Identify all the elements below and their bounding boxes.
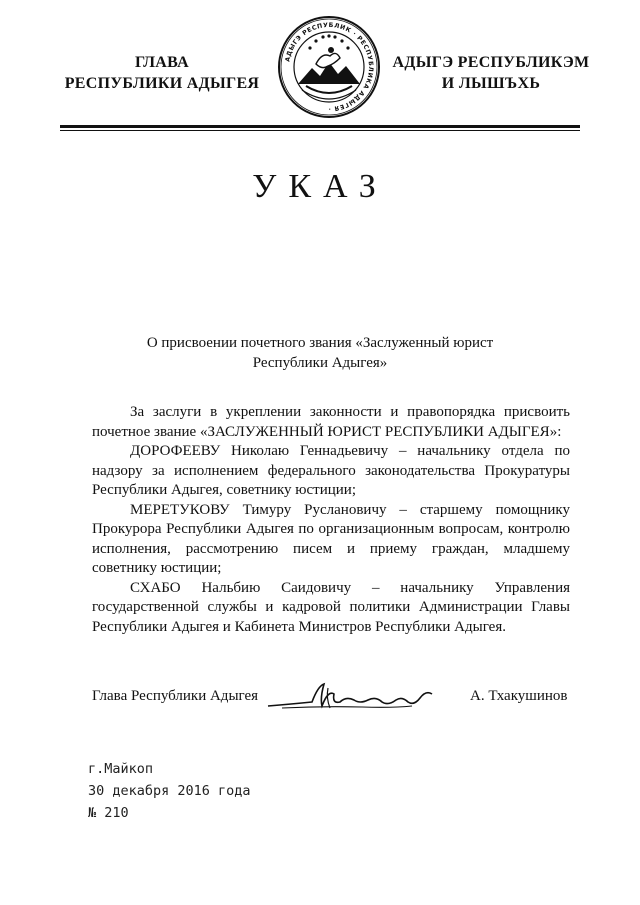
- body-item-2: МЕРЕТУКОВУ Тимуру Руслановичу – старшему помощнику Прокурора Республики Адыгея по организационным вопросам, контролю исполнения, рассмотрению писем и приему граждан, младшему советнику юстиции;: [92, 501, 570, 576]
- header-right-line2: И ЛЫШЪХЬ: [441, 75, 541, 92]
- header-left-line1: ГЛАВА: [135, 54, 189, 71]
- header-divider-thick: [60, 125, 580, 128]
- svg-text:АДЫГЭ РЕСПУБЛИК · РЕСПУБЛИКА А: АДЫГЭ РЕСПУБЛИК · РЕСПУБЛИКА АДЫГЕЯ ·: [284, 21, 375, 113]
- header-right-line1: АДЫГЭ РЕСПУБЛИКЭМ: [392, 54, 590, 71]
- subject-line1: О присвоении почетного звания «Заслуженный юрист: [146, 335, 494, 351]
- header-left-line2: РЕСПУБЛИКИ АДЫГЕЯ: [64, 75, 260, 92]
- header-right: [386, 52, 596, 94]
- handwritten-signature-icon: [262, 676, 442, 716]
- document-subject: [120, 333, 520, 373]
- body-item-3: СХАБО Нальбию Саидовичу – начальнику Управления государственной службы и кадровой политики Администрации Главы Республики Адыгея и Кабинета Министров Республики Адыгея.: [92, 579, 570, 635]
- body-item-1: ДОРОФЕЕВУ Николаю Геннадьевичу – начальнику отдела по надзору за исполнением федерального законодательства Прокуратуры Республики Адыгея, советнику юстиции;: [92, 443, 570, 498]
- signatory-position: Глава Республики Адыгея: [92, 688, 259, 704]
- footer-date: 30 декабря 2016 года: [88, 783, 251, 799]
- header-divider-thin: [60, 130, 580, 131]
- footer-number: № 210: [88, 805, 129, 821]
- signatory-name: А. Тхакушинов: [470, 688, 568, 704]
- document-body: [92, 403, 570, 637]
- coat-of-arms-icon: [276, 14, 382, 120]
- document-title: УКАЗ: [252, 168, 388, 205]
- footer-city: г.Майкоп: [88, 761, 154, 777]
- document-footer: [88, 758, 251, 824]
- subject-line2: Республики Адыгея»: [252, 355, 388, 371]
- header-left: [48, 52, 276, 94]
- body-intro: За заслуги в укреплении законности и правопорядка присвоить почетное звание «ЗАСЛУЖЕННЫЙ ЮРИСТ РЕСПУБЛИКИ АДЫГЕЯ»:: [92, 404, 570, 440]
